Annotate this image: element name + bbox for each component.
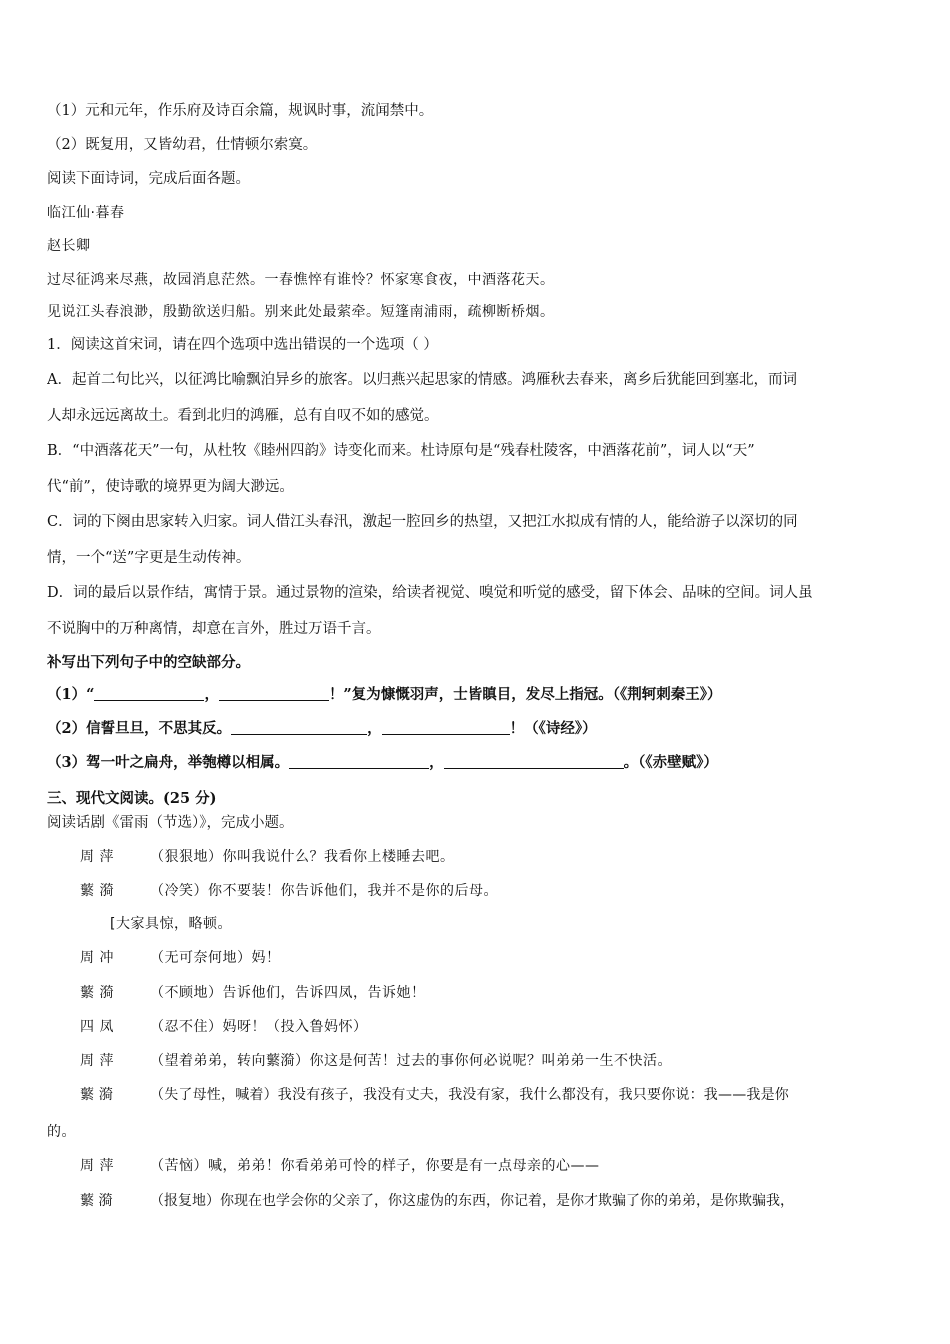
option-c-line-2: 情，一个“送”字更是生动传神。 bbox=[47, 550, 251, 566]
option-b-line-2: 代“前”，使诗歌的境界更为阔大渺远。 bbox=[47, 479, 294, 495]
fill-sentence-3 bbox=[47, 753, 907, 773]
option-a-line-1: A．起首二句比兴，以征鸿比喻飘泊异乡的旅客。以归燕兴起思家的情感。鸿雁秋去春来，离乡后犹能回到塞北，而词 bbox=[47, 372, 797, 388]
option-c-line-1: C．词的下阕由思家转入归家。词人借江头春汛，激起一腔回乡的热望，又把江水拟成有情的人，能给游子以深切的同 bbox=[47, 514, 798, 530]
fill-1-blank-a[interactable] bbox=[94, 686, 204, 701]
fill-1-prefix: （1）“ bbox=[47, 686, 95, 703]
speech-text: （苦恼）喊，弟弟！你看弟弟可怜的样子，你要是有一点母亲的心—— bbox=[150, 1158, 600, 1174]
fill-sentence-1 bbox=[47, 685, 907, 705]
fill-sentence-2 bbox=[47, 719, 907, 739]
dialogue-line bbox=[80, 847, 905, 867]
speech-text: （冷笑）你不要装！你告诉他们，我并不是你的后母。 bbox=[150, 883, 498, 899]
dialogue-line bbox=[80, 1085, 905, 1105]
dialogue-line bbox=[80, 1191, 905, 1211]
fill-3-blank-b[interactable] bbox=[444, 754, 624, 769]
speaker-name: 四 凤 bbox=[80, 1019, 114, 1035]
question-1-stem: 1．阅读这首宋词，请在四个选项中选出错误的一个选项（ ） bbox=[47, 337, 438, 353]
option-d-line-1: D．词的最后以景作结，寓情于景。通过景物的渲染，给读者视觉、嗅觉和听觉的感受，留下体会、品味的空间。词人虽 bbox=[47, 585, 813, 601]
option-b-line-1: B．“中酒落花天”一句，从杜牧《睦州四韵》诗变化而来。杜诗原句是“残春杜陵客，中酒落花前”，词人以“天” bbox=[47, 443, 755, 459]
poem-line-1: 过尽征鸿来尽燕，故园消息茫然。一春憔悴有谁怜？怀家寒食夜，中酒落花天。 bbox=[47, 272, 555, 288]
fill-heading: 补写出下列句子中的空缺部分。 bbox=[47, 654, 250, 671]
fill-1-blank-b[interactable] bbox=[219, 686, 329, 701]
speech-text: （不顾地）告诉他们，告诉四凤，告诉她！ bbox=[150, 985, 426, 1001]
speaker-name: 周 萍 bbox=[80, 1158, 114, 1174]
speech-text: （无可奈何地）妈！ bbox=[150, 950, 281, 966]
stage-direction: [大家具惊，略顿。 bbox=[110, 916, 232, 932]
note-1: （1）元和元年，作乐府及诗百余篇，规讽时事，流闻禁中。 bbox=[47, 103, 434, 119]
speech-text: （忍不住）妈呀！（投入鲁妈怀） bbox=[150, 1019, 368, 1035]
fill-1-suffix: ！”复为慷慨羽声，士皆瞋目，发尽上指冠。（《荆轲刺秦王》） bbox=[328, 686, 722, 703]
speaker-name: 蘩 漪 bbox=[80, 1193, 113, 1209]
dialogue-line bbox=[80, 1017, 905, 1037]
fill-2-separator: ， bbox=[367, 720, 382, 737]
speaker-name: 蘩 漪 bbox=[80, 883, 114, 899]
fill-3-prefix: （3）驾一叶之扁舟，举匏樽以相属。 bbox=[47, 754, 290, 771]
speech-text: （望着弟弟，转向蘩漪）你这是何苦！过去的事你何必说呢？叫弟弟一生不快活。 bbox=[150, 1053, 672, 1069]
poem-author: 赵长卿 bbox=[47, 238, 91, 254]
dialogue-line bbox=[80, 881, 905, 901]
fill-1-separator: ， bbox=[204, 686, 219, 703]
fill-2-blank-b[interactable] bbox=[382, 720, 510, 735]
speech-text: （失了母性，喊着）我没有孩子，我没有丈夫，我没有家，我什么都没有，我只要你说：我——我是你 bbox=[150, 1087, 789, 1103]
speech-text: （报复地）你现在也学会你的父亲了，你这虚伪的东西，你记着，是你才欺骗了你的弟弟，是你欺骗我， bbox=[150, 1193, 794, 1209]
section-3-heading: 三、现代文阅读。(25 分) bbox=[47, 790, 217, 807]
option-a-line-2: 人却永远远离故土。看到北归的鸿雁，总有自叹不如的感觉。 bbox=[47, 408, 439, 424]
dialogue-continuation: 的。 bbox=[47, 1124, 76, 1140]
dialogue-line bbox=[80, 948, 905, 968]
speaker-name: 周 萍 bbox=[80, 849, 114, 865]
note-2: （2）既复用，又皆幼君，仕情顿尔索寞。 bbox=[47, 137, 318, 153]
speaker-name: 周 萍 bbox=[80, 1053, 114, 1069]
poem-intro: 阅读下面诗词，完成后面各题。 bbox=[47, 171, 250, 187]
dialogue-line bbox=[80, 1156, 905, 1176]
fill-2-suffix: ！（《诗经》） bbox=[509, 720, 597, 737]
option-d-line-2: 不说胸中的万种离情，却意在言外，胜过万语千言。 bbox=[47, 621, 381, 637]
fill-2-blank-a[interactable] bbox=[231, 720, 367, 735]
speech-text: （狠狠地）你叫我说什么？我看你上楼睡去吧。 bbox=[150, 849, 455, 865]
speaker-name: 周 冲 bbox=[80, 950, 114, 966]
fill-3-blank-a[interactable] bbox=[289, 754, 429, 769]
speaker-name: 蘩 漪 bbox=[80, 985, 114, 1001]
dialogue-line bbox=[80, 1051, 905, 1071]
section-3-intro: 阅读话剧《雷雨（节选）》，完成小题。 bbox=[47, 815, 294, 831]
speaker-name: 蘩 漪 bbox=[80, 1087, 114, 1103]
fill-3-suffix: 。（《赤壁赋》） bbox=[623, 754, 718, 771]
poem-title: 临江仙·暮春 bbox=[47, 205, 125, 221]
dialogue-line bbox=[80, 983, 905, 1003]
poem-line-2: 见说江头春浪渺，殷勤欲送归船。别来此处最萦牵。短篷南浦雨，疏柳断桥烟。 bbox=[47, 304, 555, 320]
fill-3-separator: ， bbox=[429, 754, 444, 771]
fill-2-prefix: （2）信誓旦旦，不思其反。 bbox=[47, 720, 232, 737]
